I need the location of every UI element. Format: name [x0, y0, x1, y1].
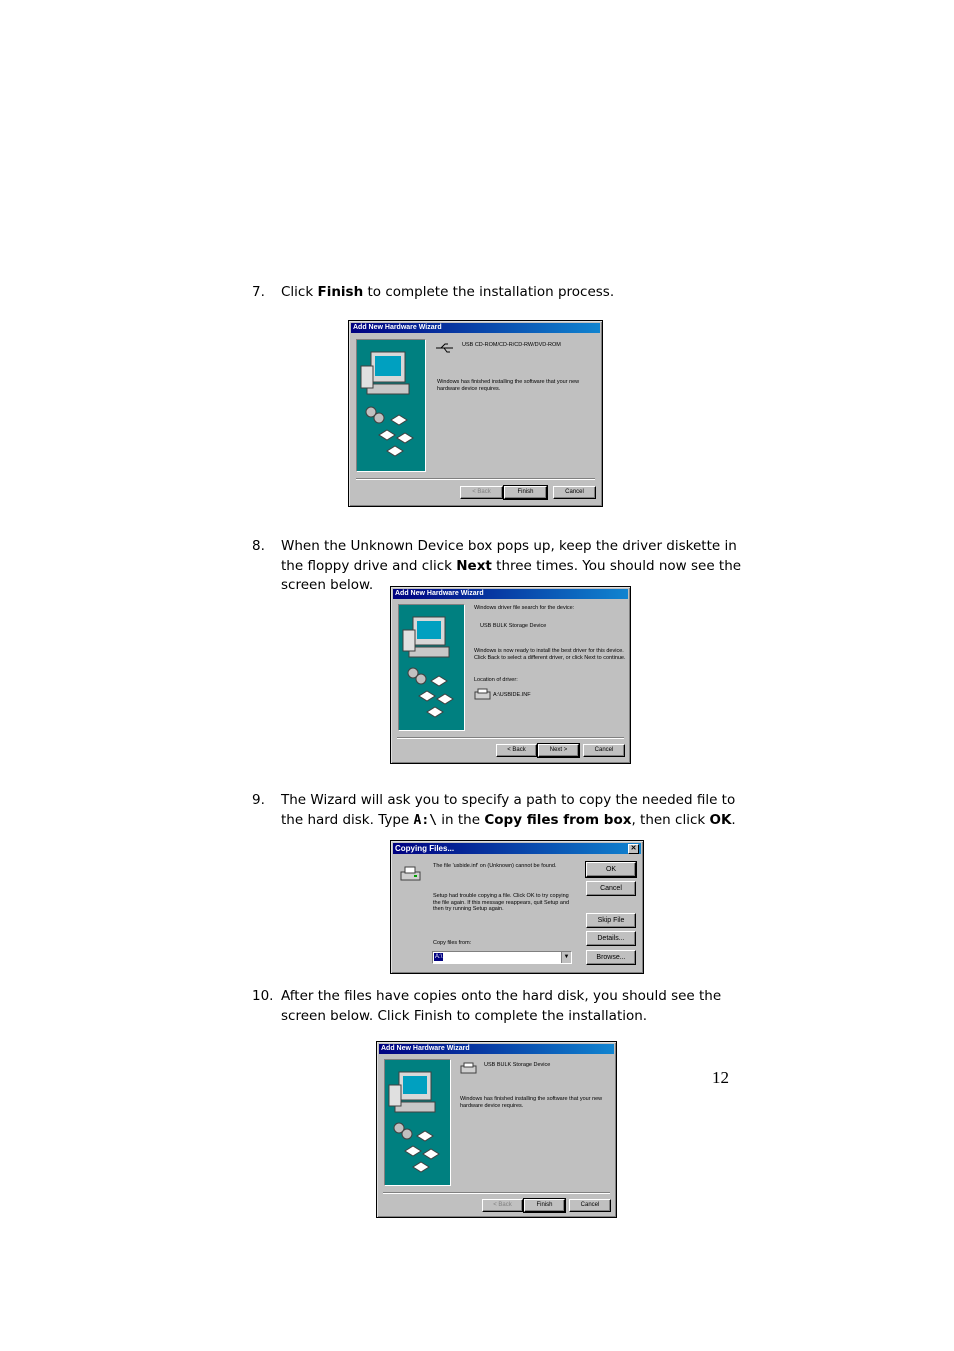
step-text: When the Unknown Device box pops up, keep the driver diskette in the floppy drive and click Next three times. You should now see the screen below. [281, 538, 742, 593]
chevron-down-icon[interactable]: ▼ [561, 952, 571, 963]
ok-button[interactable]: OK [586, 862, 636, 877]
wizard-image [356, 339, 426, 472]
back-button[interactable]: < Back [496, 744, 537, 757]
step-text: Click Finish to complete the installation process. [281, 284, 615, 300]
file-not-found-message: The file 'usbide.inf' on (Unknown) cannot be found. [433, 863, 557, 869]
copy-files-value: A:\ [435, 954, 443, 960]
finish-button[interactable]: Finish [504, 486, 547, 499]
step-number: 9. [252, 792, 265, 808]
title-bar: Add New Hardware Wizard [351, 323, 600, 333]
next-button[interactable]: Next > [538, 744, 579, 757]
step-number: 10. [252, 988, 274, 1004]
title-bar: Add New Hardware Wizard [393, 589, 628, 599]
driver-location: A:\USBIDE.INF [493, 692, 531, 698]
copy-files-label: Copy files from: [433, 940, 472, 946]
details-button[interactable]: Details... [586, 931, 636, 946]
wizard-image [398, 604, 465, 731]
title-bar [393, 843, 641, 854]
finish-message: Windows has finished installing the software that your new hardware device requires. [437, 379, 580, 392]
title-bar: Add New Hardware Wizard [379, 1044, 614, 1054]
step-text: The Wizard will ask you to specify a path to copy the needed file to the hard disk. Type A:\ in the Copy files from box, then click OK. [281, 792, 736, 828]
device-name: USB CD-ROM/CD-R/CD-RW/DVD-ROM [462, 342, 561, 348]
computer-illustration-icon [357, 340, 425, 471]
browse-button[interactable]: Browse... [586, 950, 636, 965]
wizard-dialog-driver-search [390, 586, 631, 764]
step-number: 8. [252, 538, 265, 554]
skip-file-button[interactable]: Skip File [586, 913, 636, 928]
cancel-button[interactable]: Cancel [583, 744, 625, 757]
computer-illustration-icon [399, 605, 464, 730]
drive-icon [474, 688, 492, 700]
location-label: Location of driver: [474, 677, 518, 683]
cancel-button[interactable]: Cancel [569, 1199, 611, 1212]
device-name: USB BULK Storage Device [484, 1062, 551, 1068]
wizard-image [384, 1059, 451, 1186]
close-icon[interactable]: ✕ [628, 844, 639, 854]
disk-drive-icon [400, 865, 422, 881]
cancel-button[interactable]: Cancel [553, 486, 596, 499]
ready-message: Windows is now ready to install the best driver for this device. Click Back to select a different driver, or click Next to continue. [474, 648, 626, 661]
search-intro: Windows driver file search for the device: [474, 605, 575, 611]
device-name: USB BULK Storage Device [480, 623, 547, 629]
step-text: After the files have copies onto the hard disk, you should see the screen below. Click Finish to complete the installation. [281, 988, 722, 1024]
copying-files-dialog [390, 840, 644, 974]
separator [356, 478, 595, 480]
computer-illustration-icon [385, 1060, 450, 1185]
cancel-button[interactable]: Cancel [586, 881, 636, 896]
step-number: 7. [252, 284, 265, 300]
page-number: 12 [712, 1068, 729, 1087]
usb-icon [435, 343, 455, 353]
setup-trouble-message: Setup had trouble copying a file. Click OK to try copying the file again. If this message reappears, quit Setup and then try running Setup again. [433, 893, 570, 912]
title-text: Copying Files... [395, 844, 455, 853]
wizard-dialog-finish-cdrom [348, 320, 603, 507]
separator [397, 737, 624, 739]
back-button[interactable]: < Back [482, 1199, 523, 1212]
copy-files-from-input[interactable] [432, 951, 572, 964]
back-button[interactable]: < Back [460, 486, 503, 499]
drive-icon [460, 1062, 478, 1074]
finish-message: Windows has finished installing the software that your new hardware device requires. [460, 1096, 603, 1109]
wizard-dialog-finish-bulk-storage [376, 1041, 617, 1218]
separator [383, 1192, 610, 1194]
finish-button[interactable]: Finish [524, 1199, 565, 1212]
